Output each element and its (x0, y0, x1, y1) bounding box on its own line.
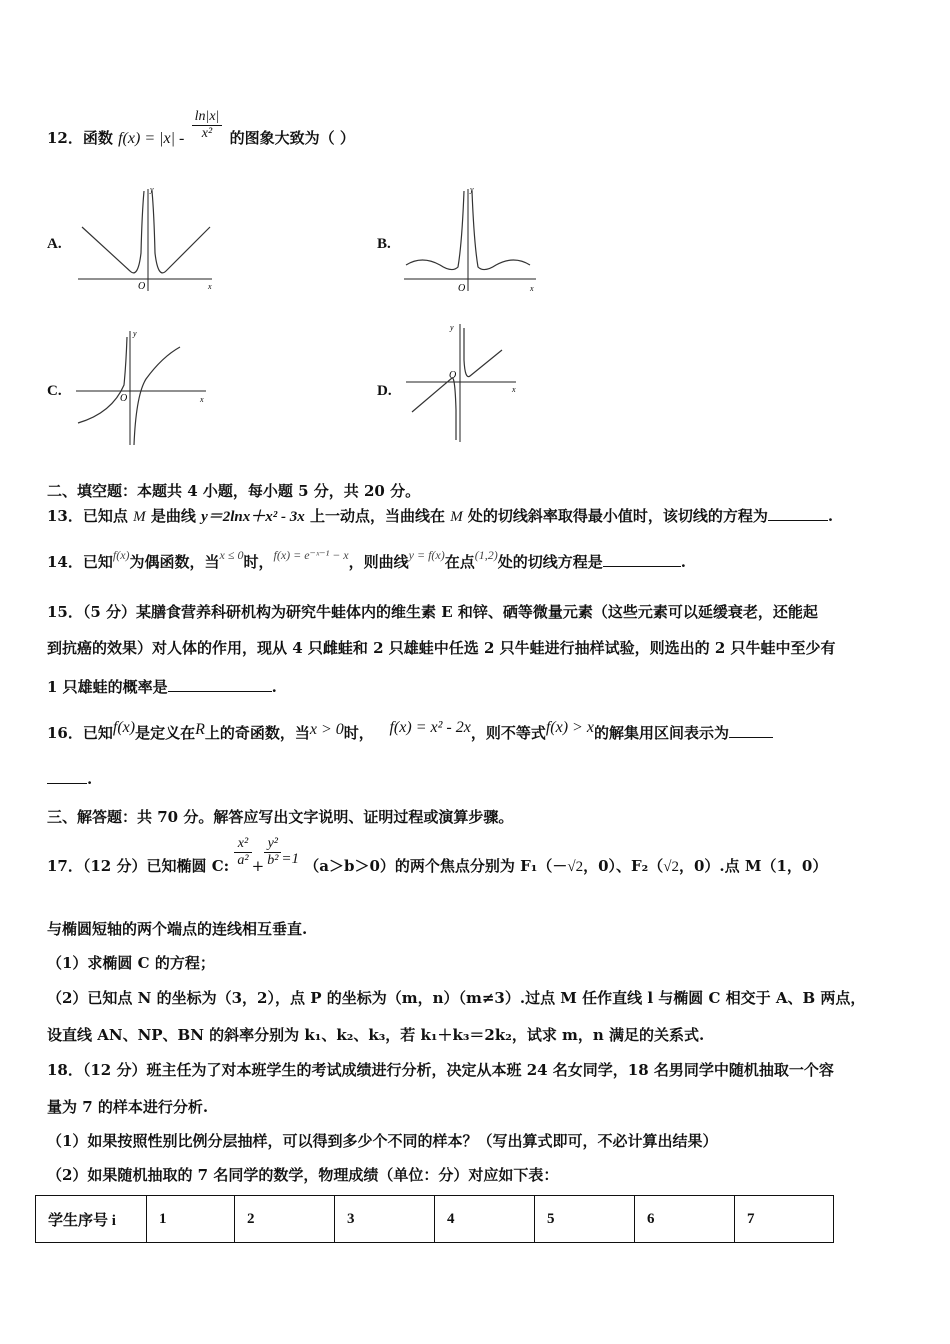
q13: 13．已知点 M 是曲线 y＝2lnx＋x² - 3x 上一动点，当曲线在 M 处的切线斜率取得最小值时，该切线的方程为 . (47, 507, 834, 525)
table-row (36, 1196, 834, 1243)
curve-right (134, 347, 180, 445)
q14: 14．已知$^{f(x)}$为偶函数，当$^{x \le 0}$时，$^{f(x) = e^-ˣ^{-1} - x}$，则曲线$^{y = f(x)}$在点$^{(1,2)}$处的切线方程是 . (47, 548, 686, 571)
curve-right (464, 328, 502, 377)
q18-line-2: 量为 7 的样本进行分析. (47, 1098, 209, 1116)
q12-function: f(x) = |x| - (118, 130, 185, 147)
q17-frac-x: $\frac{\text{x²}}{\text{a²}}$ (234, 836, 251, 869)
curve-right (472, 191, 530, 270)
curve-left (406, 191, 464, 270)
x-axis-label: x (200, 395, 204, 404)
origin-label: O (449, 370, 457, 381)
q13-answer-blank[interactable] (768, 520, 828, 521)
q15-line-2: 到抗癌的效果）对人体的作用，现从 4 只雌蛙和 2 只雄蛙中任选 2 只牛蛙进行抽样试验，则选出的 2 只牛蛙中至少有 (47, 639, 836, 657)
q18-line-1: 18．（12 分）班主任为了对本班学生的考试成绩进行分析，决定从本班 24 名女同学，18 名男同学中随机抽取一个容 (47, 1061, 834, 1079)
table-cell: 2 (235, 1196, 335, 1243)
option-c-label[interactable]: C. (47, 383, 62, 399)
q15-answer-blank[interactable] (168, 691, 272, 692)
y-axis-label: y (450, 323, 454, 332)
q16-answer-blank-2[interactable] (47, 783, 87, 784)
section-2-heading: 二、填空题：本题共 4 小题，每小题 5 分，共 20 分。 (47, 482, 421, 500)
x-axis-label: x (512, 385, 516, 394)
q16: 16．已知f(x)是定义在R上的奇函数，当x > 0时， f(x) = x² - 2x，则不等式f(x) > x的解集用区间表示为 (47, 722, 773, 743)
y-axis-label: y (150, 185, 154, 194)
q17-frac-y: $\frac{\text{y²}}{\text{b²}}$ (264, 836, 281, 869)
q14-answer-blank[interactable] (603, 566, 681, 567)
scores-table (35, 1195, 834, 1243)
option-a-label[interactable]: A. (47, 236, 62, 252)
table-cell: 3 (335, 1196, 435, 1243)
q17-part-2-line-1: （2）已知点 N 的坐标为（3，2），点 P 的坐标为（m，n）（m≠3）.过点 M 任作直线 l 与椭圆 C 相交于 A、B 两点， (47, 989, 866, 1007)
q15-line-3: 1 只雄蛙的概率是 . (47, 678, 277, 696)
y-axis-label: y (470, 185, 474, 194)
origin-label: O (458, 283, 466, 294)
section-3-heading: 三、解答题：共 70 分。解答应写出文字说明、证明过程或演算步骤。 (47, 808, 514, 826)
q18-part-2: （2）如果随机抽取的 7 名同学的数学，物理成绩（单位：分）对应如下表： (47, 1166, 559, 1184)
origin-label: O (138, 281, 146, 292)
option-d-graph[interactable] (400, 320, 525, 445)
option-d-label[interactable]: D. (377, 383, 392, 399)
table-cell: 1 (147, 1196, 235, 1243)
origin-label: O (120, 393, 128, 404)
q17-line-2: 与椭圆短轴的两个端点的连线相互垂直. (47, 920, 308, 938)
q17-line-1: 17．（12 分）已知椭圆 C: $\frac{\text{x²}}{\text{a²}}$ + $\frac{\text{y²}}{\text{b²}}$ =1 （a＞b＞0）的两个焦点分别为 F₁（－√2，0）、F₂（√2，0）.点 M（1，0） (47, 835, 828, 875)
curve-left (412, 378, 456, 440)
table-cell: 4 (435, 1196, 535, 1243)
table-cell: 7 (735, 1196, 834, 1243)
curve-left (78, 337, 127, 423)
q17-part-2-line-2: 设直线 AN、NP、BN 的斜率分别为 k₁、k₂、k₃，若 k₁＋k₃＝2k₂，试求 m，n 满足的关系式. (47, 1026, 705, 1044)
q17-part-1: （1）求椭圆 C 的方程； (47, 954, 215, 972)
q13-curve: y＝2lnx＋x² - 3x (201, 509, 305, 525)
table-cell: 6 (635, 1196, 735, 1243)
option-c-graph[interactable] (72, 325, 212, 447)
q12-fraction: $\frac{\ln|x|}{\text{x²}}$ (192, 109, 223, 142)
table-header-cell: 学生序号 i (36, 1196, 147, 1243)
q12-stem: 12．函数 f(x) = |x| - $\frac{\ln|x|}{\text{x²}}$ 的图象大致为（ ） (47, 108, 355, 147)
option-a-graph[interactable] (72, 183, 222, 295)
q16-answer-blank-1[interactable] (729, 737, 773, 738)
x-axis-label: x (208, 282, 212, 291)
x-axis-label: x (530, 284, 534, 293)
table-cell: 5 (535, 1196, 635, 1243)
option-b-label[interactable]: B. (377, 236, 391, 252)
q15-line-1: 15．（5 分）某膳食营养科研机构为研究牛蛙体内的维生素 E 和锌、硒等微量元素（这些元素可以延缓衰老，还能起 (47, 603, 818, 621)
q18-part-1: （1）如果按照性别比例分层抽样，可以得到多少个不同的样本？（写出算式即可，不必计算出结果） (47, 1132, 718, 1150)
y-axis-label: y (133, 329, 137, 338)
option-b-graph[interactable] (400, 183, 545, 295)
curve-left (82, 191, 144, 273)
curve-right (152, 191, 210, 273)
q16-continuation: . (47, 770, 92, 788)
